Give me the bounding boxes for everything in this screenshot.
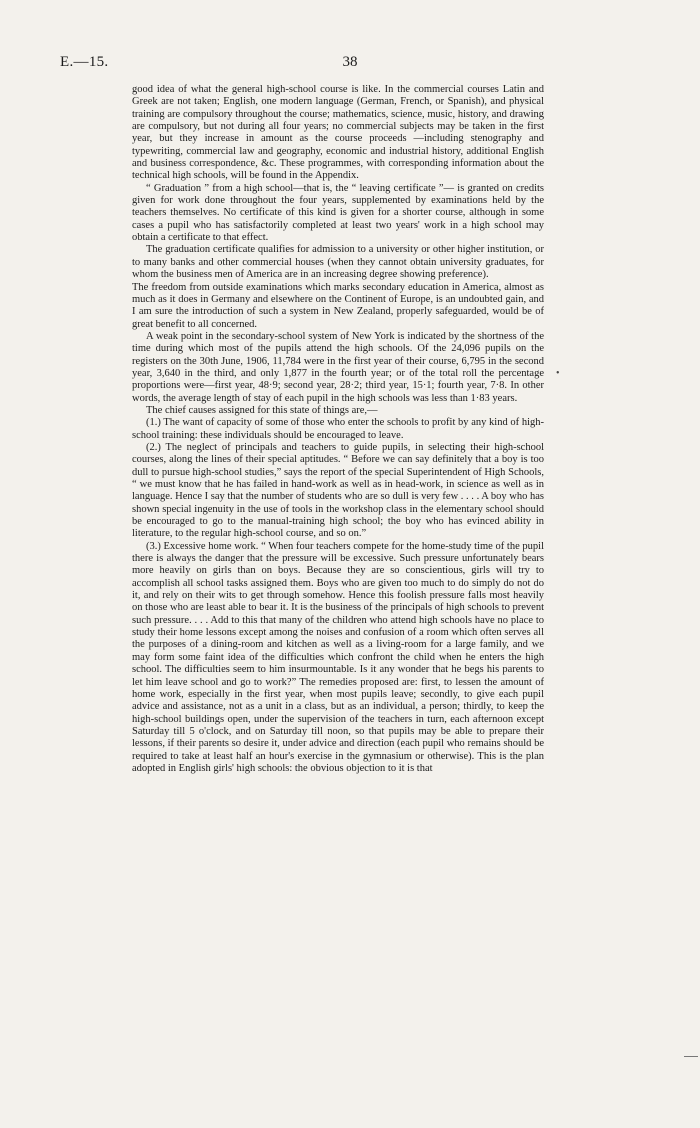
body-text — [132, 84, 544, 775]
paragraph-graduation: “ Graduation ” from a high school—that is, the “ leaving certificate ”— is granted on credits given for work done throughout the four years, supplemented by examinations held by the teachers themselves. No certificate of this kind is given for a shorter course, although in some cases a pupil who has satisfactorily completed at least two years' work in a high school may obtain a certificate to that effect. — [132, 182, 544, 244]
paragraph-cause-3: (3.) Excessive home work. “ When four teachers compete for the home-study time of the pupil there is always the danger that the pressure will be excessive. Such pressure unfortunately bears more heavily on girls than on boys. Because they are so conscientious, girls will try to accomplish all school tasks assigned them. Boys who are given too much to do simply do not do it, and rely on their wits to get through somehow. Hence this foolish pressure falls most heavily on those who are least able to bear it. It is the business of the principals of high schools to prevent such pressure. . . . Add to this that many of the children who attend high schools have no place to study their home lessons except among the noises and confusion of a room which often serves all the purposes of a dining-room and kitchen as well as a living-room for a large family, and we may form some faint idea of the difficulties which confront the child when he enters the high school. The difficulties seem to him insurmountable. Is it any wonder that he begs his parents to let him leave school and go to work?” The remedies proposed are: first, to lessen the amount of home work, especially in the first year, when most pupils leave; secondly, to give each pupil advice and assistance, not as a unit in a class, but as an individual, a person; thirdly, to keep the high-school buildings open, under the supervision of the teachers in turn, each afternoon except Saturday till 5 o'clock, and on Saturday till noon, so that pupils may be able to prepare their lessons, if their parents so desire it, under advice and direction (each pupil who remains should be required to take at least half an hour's exercise in the gymnasium or otherwise). This is the plan adopted in English girls' high schools: the obvious objection to it is that — [132, 540, 544, 774]
paragraph-certificate-qualifies: The graduation certificate qualifies for admission to a university or other higher institution, or to many banks and other commercial houses (when they cannot obtain university graduates, for whom the business men of America are in an increasing degree showing preference). — [132, 244, 544, 281]
paragraph-cause-1: (1.) The want of capacity of some of those who enter the schools to profit by any kind of high-school training: these individuals should be encouraged to leave. — [132, 417, 544, 441]
paragraph-chief-causes: The chief causes assigned for this state of things are,— — [146, 404, 378, 416]
paragraph-weak-point: A weak point in the secondary-school system of New York is indicated by the shortness of the time during which most of the pupils attend the high schools. Of the 24,096 pupils on the registers on the 30th June, 1906, 11,784 were in the first year of their course, 6,795 in the second year, 3,640 in the third, and only 1,877 in the fourth year; or of the total roll the percentage proportions were—first year, 48·9; second year, 28·2; third year, 15·1; fourth year, 7·8. In other words, the average length of stay of each pupil in the high schools was less than 1·83 years. — [132, 330, 544, 404]
margin-dash — [684, 1056, 698, 1057]
margin-mark: • — [556, 368, 560, 379]
page-number: 38 — [342, 54, 358, 70]
document-code: E.—15. — [60, 54, 109, 70]
paragraph-freedom-examinations: The freedom from outside examinations which marks secondary education in America, almost as much as it does in Germany and elsewhere on the Continent of Europe, is an undoubted gain, and I am sure the introduction of such a system in New Zealand, properly safeguarded, would be of great benefit to all concerned. — [132, 281, 544, 330]
page-header — [60, 54, 640, 74]
paragraph-course-description: good idea of what the general high-school course is like. In the commercial courses Latin and Greek are not taken; English, one modern language (German, French, or Spanish), and physical training are compulsory throughout the course; mathematics, science, music, history, and drawing are compulsory, but not during all four years; no commercial subjects may be taken in the first year, but they increase in amount as the course proceeds —including stenography and typewriting, commercial law and geography, economic and industrial history, additional English and business correspondence, &c. These programmes, with corresponding information about the technical high schools, will be found in the Appendix. — [132, 84, 544, 182]
paragraph-cause-2: (2.) The neglect of principals and teachers to guide pupils, in selecting their high-school courses, along the lines of their special aptitudes. “ Before we can say definitely that a boy is too dull to pursue high-school studies,” says the report of the special Superintendent of High Schools, “ we must know that he has failed in hand-work as well as in head-work, in science as well as in language. Hence I say that the number of students who are so dull is very few . . . . A boy who has shown special ingenuity in the use of tools in the workshop class in the elementary school should be encouraged to go to the manual-training high school; the boy who has evinced ability in literature, to the regular high-school course, and so on.” — [132, 441, 544, 540]
